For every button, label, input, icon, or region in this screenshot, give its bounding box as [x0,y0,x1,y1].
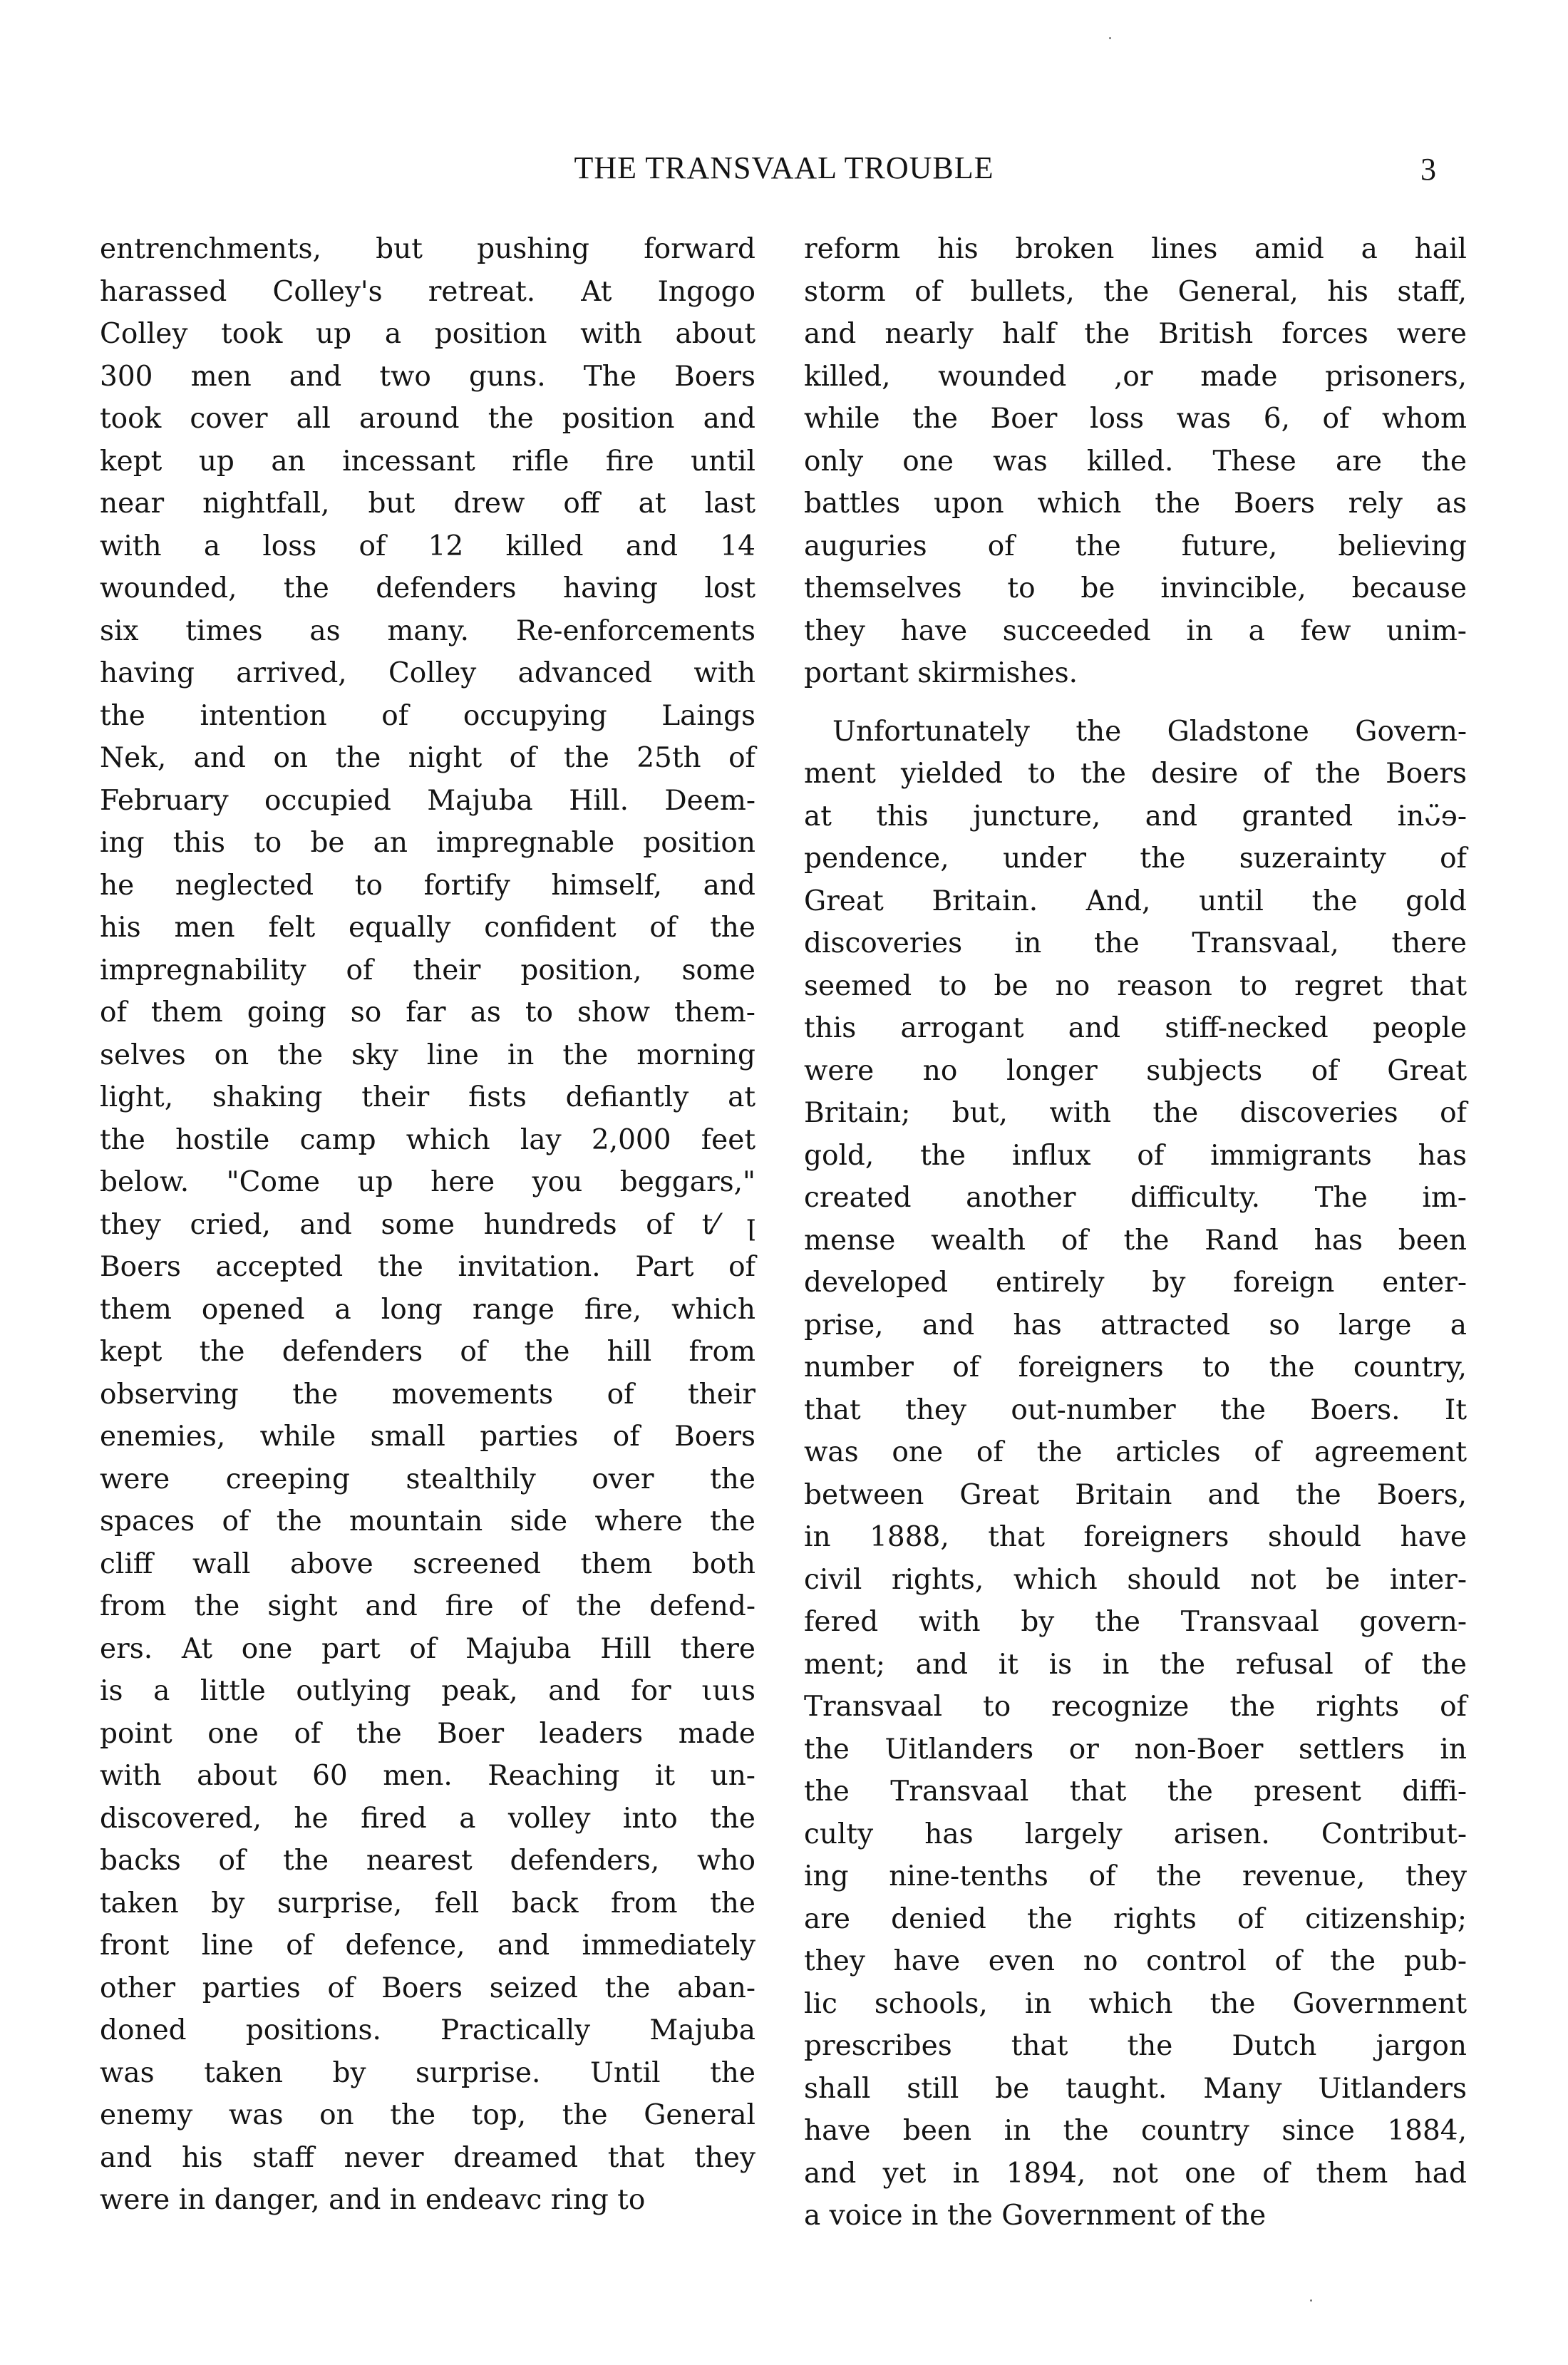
text-line: he neglected to fortify himself, and [100,869,755,902]
text-line: prescribes that the Dutch jargon [804,2030,1467,2062]
text-line: this arrogant and stiff-necked people [804,1012,1467,1044]
text-line: civil rights, which should not be inter- [804,1563,1467,1596]
text-line: were in danger, and in endeavc ring to [100,2184,646,2216]
text-line: Boers accepted the invitation. Part of [100,1251,755,1283]
page-number: 3 [1420,152,1436,187]
text-line: they have succeeded in a few unim- [804,614,1467,647]
text-line: and nearly half the British forces were [804,318,1467,350]
text-line: storm of bullets, the General, his staff, [804,275,1467,308]
page-header [0,150,1568,185]
text-line: and his staff never dreamed that they [100,2141,755,2174]
text-line: cliff wall above screened them both [100,1547,755,1580]
text-line: have been in the country since 1884, [804,2115,1467,2147]
text-line: mense wealth of the Rand has been [804,1224,1467,1257]
text-line: enemy was on the top, the General [100,2099,755,2131]
text-line: Nek, and on the night of the 25th of [100,742,755,774]
text-line: the Transvaal that the present diffi- [804,1776,1467,1808]
text-line: six times as many. Re-enforcements [100,614,755,647]
text-line: of them going so far as to show them- [100,996,755,1029]
text-line: having arrived, Colley advanced with [100,657,755,689]
text-line: gold, the influx of immigrants has [804,1139,1467,1172]
text-line: killed, wounded ,or made prisoners, [804,360,1467,393]
text-line: with a loss of 12 killed and 14 [100,530,755,562]
text-line: ment yielded to the desire of the Boers [804,758,1467,790]
running-title: THE TRANSVAAL TROUBLE [574,150,994,185]
scan-speck [1310,2299,1312,2302]
text-line: took cover all around the position and [100,403,755,435]
text-line: culty has largely arisen. Contribut- [804,1818,1467,1850]
text-line: observing the movements of their [100,1378,755,1411]
text-line: at this juncture, and granted inᴗ̈ɘ- [804,800,1467,833]
text-line: harassed Colley's retreat. At Ingogo [100,275,755,308]
text-line: entrenchments, but pushing forward [100,233,755,265]
text-line: kept the defenders of the hill from [100,1336,755,1368]
text-line: ment; and it is in the refusal of the [804,1648,1467,1681]
text-line: kept up an incessant rifle fire until [100,445,755,478]
text-line: wounded, the defenders having lost [100,572,755,604]
text-line: them opened a long range fire, which [100,1293,755,1326]
text-line: near nightfall, but drew off at last [100,488,755,520]
text-line: are denied the rights of citizenship; [804,1902,1467,1935]
text-line: pendence, under the suzerainty of [804,843,1467,875]
text-line: Colley took up a position with about [100,318,755,350]
text-line: that they out-number the Boers. It [804,1393,1467,1426]
text-line: the intention of occupying Laings [100,699,755,732]
text-line: was one of the articles of agreement [804,1436,1467,1468]
text-line: portant skirmishes. [804,657,1078,689]
text-line: discoveries in the Transvaal, there [804,927,1467,959]
text-line: prise, and has attracted so large a [804,1309,1467,1341]
text-line: they cried, and some hundreds of t⁄ ꞁ [100,1208,755,1241]
text-line: impregnability of their position, some [100,954,755,986]
text-line: is a little outlying peak, and for ιuιs [100,1675,755,1707]
text-line: with about 60 men. Reaching it un- [100,1760,755,1792]
text-line: enemies, while small parties of Boers [100,1421,755,1453]
text-line: taken by surprise, fell back from the [100,1887,755,1920]
text-line: from the sight and fire of the defend- [100,1590,755,1622]
text-line: lic schools, in which the Government [804,1987,1467,2020]
text-line: the Uitlanders or non-Boer settlers in [804,1733,1467,1766]
text-line: point one of the Boer leaders made [100,1717,755,1750]
text-line: between Great Britain and the Boers, [804,1478,1467,1511]
text-line: in 1888, that foreigners should have [804,1521,1467,1553]
text-line: Unfortunately the Gladstone Govern- [832,715,1467,748]
text-line: the hostile camp which lay 2,000 feet [100,1123,755,1156]
text-line: backs of the nearest defenders, who [100,1845,755,1877]
text-line: only one was killed. These are the [804,445,1467,478]
text-line: they have even no control of the pub- [804,1945,1467,1977]
text-line: reform his broken lines amid a hail [804,233,1467,265]
text-line: 300 men and two guns. The Boers [100,360,755,393]
text-line: auguries of the future, believing [804,530,1467,562]
text-line: spaces of the mountain side where the [100,1505,755,1537]
text-line: was taken by surprise. Until the [100,2056,755,2089]
text-line: Great Britain. And, until the gold [804,885,1467,917]
text-line: below. "Come up here you beggars," [100,1166,755,1198]
text-line: selves on the sky line in the morning [100,1039,755,1071]
text-line: and yet in 1894, not one of them had [804,2157,1467,2190]
text-line: developed entirely by foreign enter- [804,1267,1467,1299]
text-line: February occupied Majuba Hill. Deem- [100,784,755,817]
paragraph-gladstone-government [804,711,1467,2237]
paragraph-gap [804,695,1467,711]
text-line: Transvaal to recognize the rights of [804,1691,1467,1723]
text-line: ing nine-tenths of the revenue, they [804,1860,1467,1892]
text-line: doned positions. Practically Majuba [100,2014,755,2046]
text-line: while the Boer loss was 6, of whom [804,403,1467,435]
text-line: light, shaking their fists defiantly at [100,1081,755,1113]
text-line: a voice in the Government of the [804,2200,1267,2232]
text-line: discovered, he fired a volley into the [100,1802,755,1835]
right-column [804,228,1467,2237]
text-line: were no longer subjects of Great [804,1054,1467,1087]
text-line: seemed to be no reason to regret that [804,969,1467,1002]
left-column [100,228,755,2222]
text-line: battles upon which the Boers rely as [804,488,1467,520]
text-line: front line of defence, and immediately [100,1929,755,1962]
text-line: ers. At one part of Majuba Hill there [100,1632,755,1665]
scan-speck [1109,37,1111,39]
text-line: were creeping stealthily over the [100,1463,755,1495]
paragraph-battle-outcome [804,228,1467,695]
text-line: created another difficulty. The im- [804,1182,1467,1214]
text-line: his men felt equally confident of the [100,912,755,944]
text-line: themselves to be invincible, because [804,572,1467,604]
text-line: shall still be taught. Many Uitlanders [804,2072,1467,2105]
text-line: Britain; but, with the discoveries of [804,1097,1467,1129]
text-line: fered with by the Transvaal govern- [804,1606,1467,1638]
text-line: other parties of Boers seized the aban- [100,1972,755,2004]
text-line: ing this to be an impregnable position [100,827,755,859]
text-line: number of foreigners to the country, [804,1351,1467,1384]
